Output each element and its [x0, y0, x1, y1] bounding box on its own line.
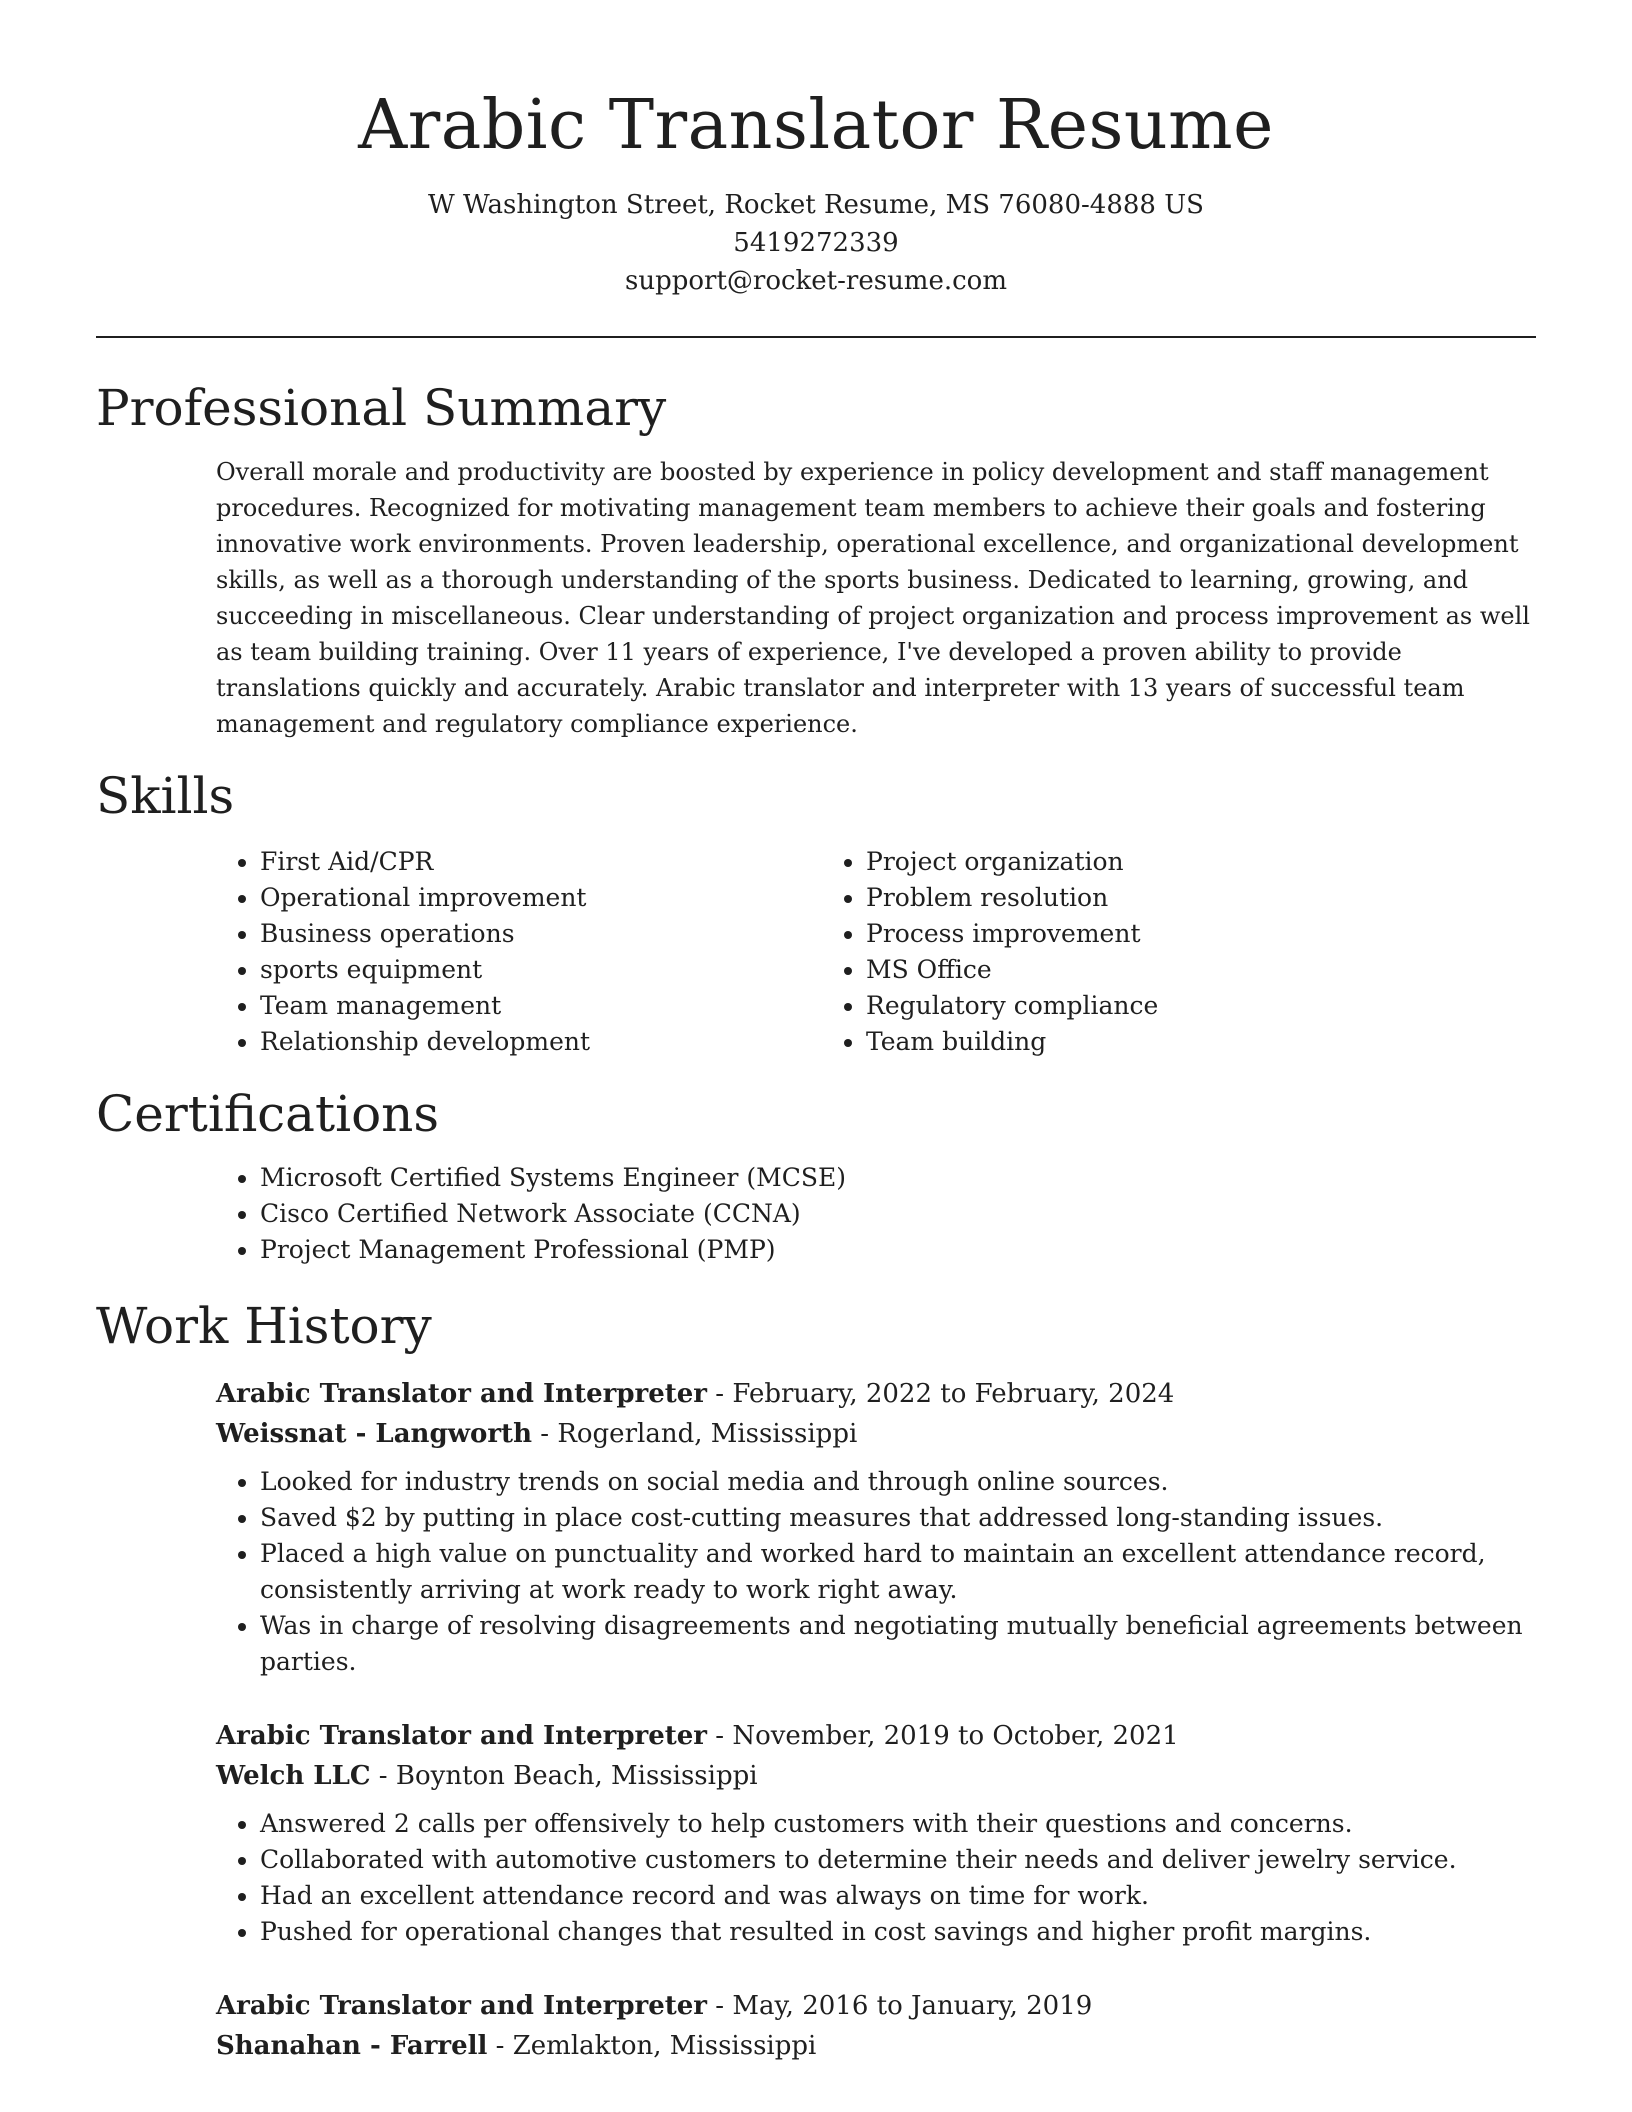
certifications-heading: Certifications — [96, 1085, 440, 1143]
contact-phone: 5419272339 — [733, 228, 899, 258]
job-title: Arabic Translator and Interpreter — [216, 1991, 707, 2021]
skills-column-1 — [216, 844, 822, 1060]
resume-header — [96, 78, 1536, 300]
skill-item: • Regulatory compliance — [866, 988, 1522, 1024]
job-dates: May, 2016 to January, 2019 — [732, 1991, 1093, 2021]
skill-item: • MS Office — [866, 952, 1522, 988]
job-employer: Weissnat - Langworth — [216, 1419, 532, 1449]
job-employer-line: Welch LLC - Boynton Beach, Mississippi — [216, 1761, 758, 1791]
skill-item: • Business operations — [260, 916, 822, 952]
skill-item: • Process improvement — [866, 916, 1522, 952]
job-location: Zemlakton, Mississippi — [512, 2031, 817, 2061]
job-location: Rogerland, Mississippi — [557, 1419, 858, 1449]
certification-item: • Cisco Certified Network Associate (CCNA) — [260, 1196, 1536, 1232]
job-entry — [216, 1986, 1536, 2066]
job-bullets — [216, 1806, 1536, 1950]
job-employer: Shanahan - Farrell — [216, 2031, 488, 2061]
certification-item: • Project Management Professional (PMP) — [260, 1232, 1536, 1268]
skill-item: • sports equipment — [260, 952, 822, 988]
skill-item: • Project organization — [866, 844, 1522, 880]
contact-block — [96, 186, 1536, 300]
resume-title: Arabic Translator Resume — [358, 86, 1274, 165]
job-bullet: • Collaborated with automotive customers to determine their needs and deliver jewelry service. — [260, 1842, 1536, 1878]
job-entry — [216, 1374, 1536, 1680]
job-employer-line: Shanahan - Farrell - Zemlakton, Mississippi — [216, 2031, 817, 2061]
skill-item: • Problem resolution — [866, 880, 1522, 916]
job-bullet: • Saved $2 by putting in place cost-cutting measures that addressed long-standing issues. — [260, 1500, 1536, 1536]
job-bullets — [216, 1464, 1536, 1680]
job-entry — [216, 1716, 1536, 1950]
job-title: Arabic Translator and Interpreter — [216, 1379, 707, 1409]
job-bullet: • Looked for industry trends on social media and through online sources. — [260, 1464, 1536, 1500]
job-bullet: • Had an excellent attendance record and was always on time for work. — [260, 1878, 1536, 1914]
resume-page — [96, 78, 1536, 2066]
skills-heading: Skills — [96, 767, 235, 825]
skill-item: • Team management — [260, 988, 822, 1024]
skills-column-2 — [822, 844, 1522, 1060]
job-dates: November, 2019 to October, 2021 — [732, 1721, 1179, 1751]
job-bullet: • Answered 2 calls per offensively to help customers with their questions and concerns. — [260, 1806, 1536, 1842]
job-employer: Welch LLC — [216, 1761, 371, 1791]
contact-email: support@rocket-resume.com — [624, 266, 1007, 296]
skill-item: • Operational improvement — [260, 880, 822, 916]
job-dates: February, 2022 to February, 2024 — [732, 1379, 1175, 1409]
job-location: Boynton Beach, Mississippi — [395, 1761, 758, 1791]
summary-heading: Professional Summary — [96, 379, 667, 437]
certifications-list — [216, 1160, 1536, 1268]
summary-text: Overall morale and productivity are boosted by experience in policy development and staff management procedures. Recognized for motivating management team members to achieve their goals and fostering innovative work environments. Proven leadership, operational excellence, and organizational development skills, as well as a thorough understanding of the sports business. Dedicated to learning, growing, and succeeding in miscellaneous. Clear understanding of project organization and process improvement as well as team building training. Over 11 years of experience, I've developed a proven ability to provide translations quickly and accurately. Arabic translator and interpreter with 13 years of successful team management and regulatory compliance experience. — [216, 458, 1530, 738]
skills-list — [216, 844, 1536, 1060]
job-employer-line: Weissnat - Langworth - Rogerland, Mississippi — [216, 1419, 858, 1449]
job-bullet: • Placed a high value on punctuality and worked hard to maintain an excellent attendance record, consistently arriving at work ready to work right away. — [260, 1536, 1536, 1608]
job-bullet: • Was in charge of resolving disagreements and negotiating mutually beneficial agreements between parties. — [260, 1608, 1536, 1680]
work-history-heading: Work History — [96, 1297, 432, 1355]
contact-address: W Washington Street, Rocket Resume, MS 76080-4888 US — [428, 190, 1204, 220]
job-title-line: Arabic Translator and Interpreter - May, 2016 to January, 2019 — [216, 1991, 1093, 2021]
skill-item: • First Aid/CPR — [260, 844, 822, 880]
job-title-line: Arabic Translator and Interpreter - February, 2022 to February, 2024 — [216, 1379, 1175, 1409]
certification-item: • Microsoft Certified Systems Engineer (MCSE) — [260, 1160, 1536, 1196]
job-title-line: Arabic Translator and Interpreter - November, 2019 to October, 2021 — [216, 1721, 1179, 1751]
skill-item: • Relationship development — [260, 1024, 822, 1060]
job-bullet: • Pushed for operational changes that resulted in cost savings and higher profit margins. — [260, 1914, 1536, 1950]
header-divider — [96, 336, 1536, 338]
skill-item: • Team building — [866, 1024, 1522, 1060]
job-title: Arabic Translator and Interpreter — [216, 1721, 707, 1751]
